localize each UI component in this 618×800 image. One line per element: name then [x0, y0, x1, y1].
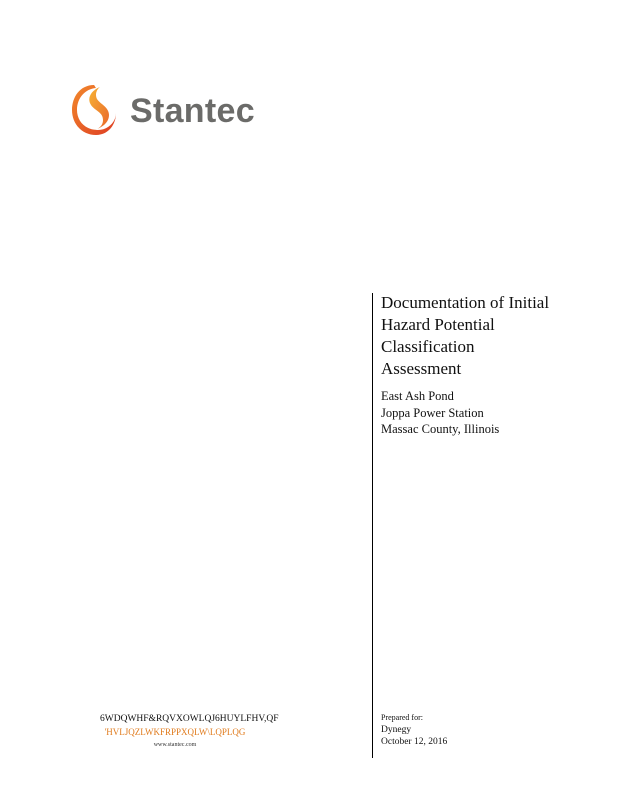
prepared-for-block [381, 712, 447, 748]
subtitle-station: Joppa Power Station [381, 405, 484, 420]
footer-company: 6WDQWHF&RQVXOWLQJ6HUYLFHV,QF [100, 714, 279, 724]
document-title [381, 292, 601, 380]
title-line: Classification [381, 337, 475, 356]
title-line: Assessment [381, 359, 462, 378]
footer-website-link[interactable]: www.stantec.com [153, 742, 197, 748]
vertical-divider [372, 293, 373, 758]
document-subtitle [381, 388, 601, 438]
title-block [381, 292, 601, 438]
stantec-logo [70, 82, 255, 138]
subtitle-pond: East Ash Pond [381, 389, 454, 403]
footer-block [100, 713, 279, 750]
subtitle-location: Massac County, Illinois [381, 422, 500, 436]
prepared-label: Prepared for: [381, 713, 423, 722]
brand-name: Stantec [130, 92, 255, 130]
stantec-flame-icon [70, 82, 118, 138]
client-name: Dynegy [381, 725, 412, 735]
document-date: October 12, 2016 [381, 737, 448, 747]
title-line: Hazard Potential [381, 315, 495, 334]
footer-tagline: 'HVLJQZLWKFRPPXQLW\LQPLQG [104, 727, 246, 737]
title-line: Documentation of Initial [381, 293, 550, 312]
